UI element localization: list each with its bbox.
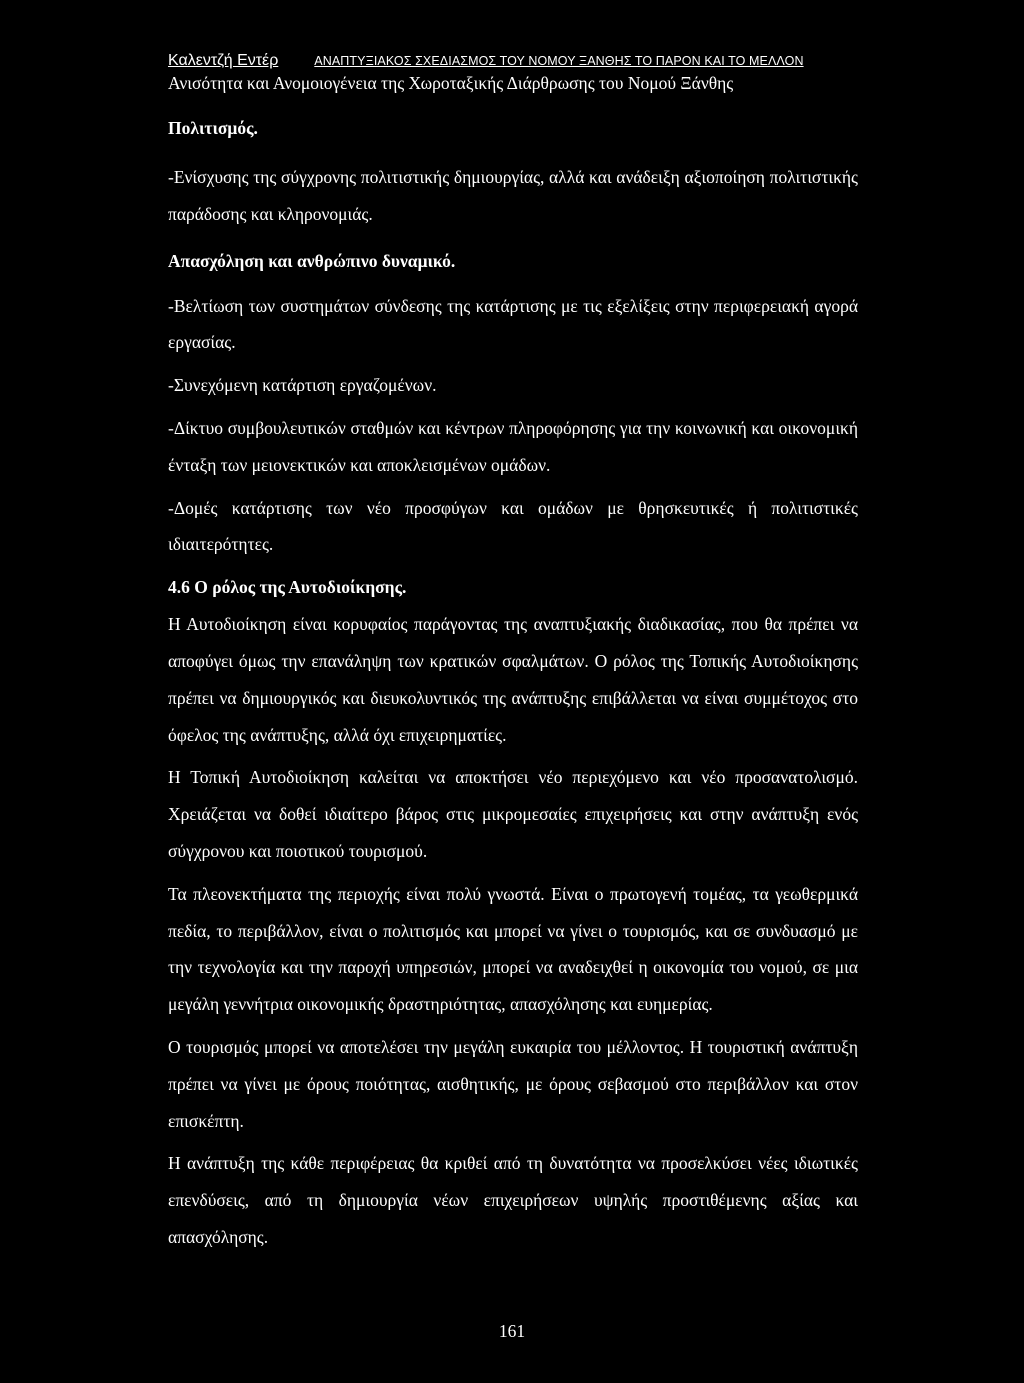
paragraph-culture: -Ενίσχυσης της σύγχρονης πολιτιστικής δημιουργίας, αλλά και ανάδειξη αξιοποίηση πολιτιστικής παράδοσης και κληρονομιάς. xyxy=(168,167,858,224)
paragraph-employment-1: -Βελτίωση των συστημάτων σύνδεσης της κατάρτισης με τις εξελίξεις στην περιφερειακή αγορά εργασίας. xyxy=(168,295,858,353)
paragraph-employment-2: -Συνεχόμενη κατάρτιση εργαζομένων. xyxy=(168,375,437,396)
paragraph-section-4: Ο τουρισμός μπορεί να αποτελέσει την μεγάλη ευκαιρία του μέλλοντος. Η τουριστική ανάπτυξη πρέπει να γίνει με όρους ποιότητας, αισθητικής, με όρους σεβασμού στο περιβάλλον και στον επισκέπτη. xyxy=(168,1036,858,1131)
heading-employment: Απασχόληση και ανθρώπινο δυναμικό. xyxy=(168,250,456,271)
paragraph-employment-4: -Δομές κατάρτισης των νέο προσφύγων και ομάδων με θρησκευτικές ή πολιτιστικές ιδιαιτερότητες. xyxy=(168,497,858,555)
paragraph-section-2: Η Τοπική Αυτοδιοίκηση καλείται να αποκτήσει νέο περιεχόμενο και νέο προσανατολισμό. Χρειάζεται να δοθεί ιδιαίτερο βάρος στις μικρομεσαίες επιχειρήσεις και στην ανάπτυξη ενός σύγχρονου και ποιοτικού τουρισμού. xyxy=(168,767,858,861)
running-header xyxy=(168,50,868,94)
page-body xyxy=(168,110,858,1256)
header-author: Καλεντζή Εντέρ xyxy=(168,52,279,69)
paragraph-section-1: Η Αυτοδιοίκηση είναι κορυφαίος παράγοντας της αναπτυξιακής διαδικασίας, που θα πρέπει να αποφύγει όμως την επανάληψη των κρατικών σφαλμάτων. Ο ρόλος της Τοπικής Αυτοδιοίκησης πρέπει να δημιουργικός και διευκολυντικός της ανάπτυξης επιβάλλεται να είναι συμμέτοχος στο όφελος της ανάπτυξης, αλλά όχι επιχειρηματίες. xyxy=(168,614,858,745)
page-number: 161 xyxy=(498,1321,526,1341)
heading-culture: Πολιτισμός. xyxy=(168,118,258,138)
paragraph-section-5: Η ανάπτυξη της κάθε περιφέρειας θα κριθεί από τη δυνατότητα να προσελκύσει νέες ιδιωτικές επενδύσεις, από τη δημιουργία νέων επιχειρήσεων υψηλής προστιθέμενης αξίας και απασχόλησης. xyxy=(168,1153,858,1247)
paragraph-section-3: Τα πλεονεκτήματα της περιοχής είναι πολύ γνωστά. Είναι ο πρωτογενή τομέας, τα γεωθερμικά πεδία, το περιβάλλον, είναι ο πολιτισμός και μπορεί να γίνει ο τουρισμός, και σε συνδυασμό με την τεχνολογία και την παροχή υπηρεσιών, μπορεί να αναδειχθεί η οικονομία του νομού, σε μια μεγάλη γεννήτρια οικονομικής δραστηριότητας, απασχόλησης και ευημερίας. xyxy=(168,883,858,1015)
paragraph-employment-3: -Δίκτυο συμβουλευτικών σταθμών και κέντρων πληροφόρησης για την κοινωνική και οικονομική ένταξη των μειονεκτικών και αποκλεισμένων ομάδων. xyxy=(168,417,858,475)
header-top-line xyxy=(168,50,868,72)
header-subtitle: Ανισότητα και Ανομοιογένεια της Χωροταξικής Διάρθρωσης του Νομού Ξάνθης xyxy=(168,73,734,93)
header-title: ΑΝΑΠΤΥΞΙΑΚΟΣ ΣΧΕΔΙΑΣΜΟΣ ΤΟΥ ΝΟΜΟΥ ΞΑΝΘΗΣ ΤΟ ΠΑΡΟΝ ΚΑΙ ΤΟ ΜΕΛΛΟΝ xyxy=(314,54,804,68)
section-heading: 4.6 Ο ρόλος της Αυτοδιοίκησης. xyxy=(168,577,407,598)
